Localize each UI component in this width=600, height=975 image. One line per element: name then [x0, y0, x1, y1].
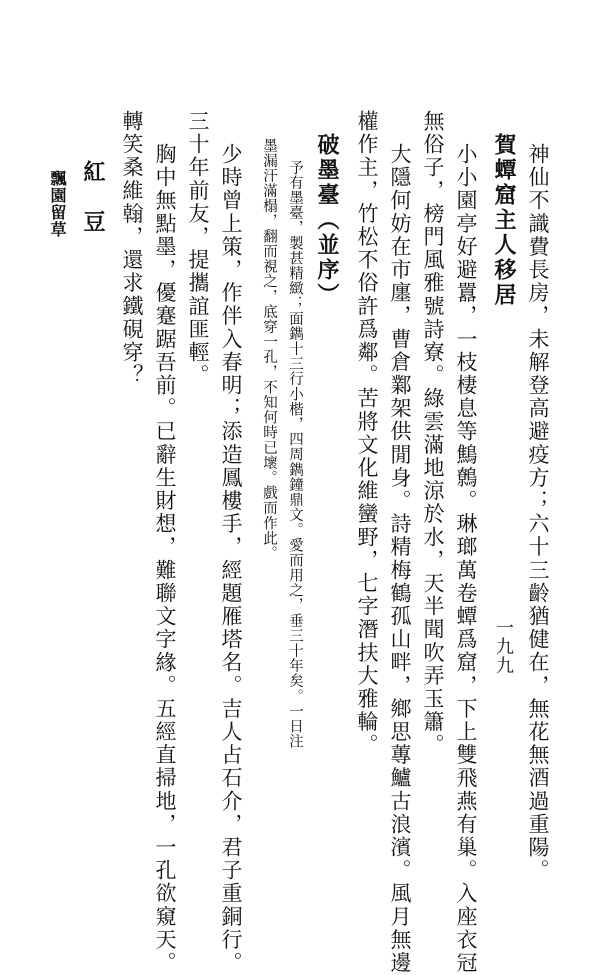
poem-line: 權作主，竹松不俗許爲鄰。苦將文化維蠻野，七字潛扶大雅輪。	[355, 110, 379, 757]
poem-line: 轉笑桑維翰，還求鐵硯穿？	[120, 110, 144, 388]
poem-line: 三十年前友，提攜誼匪輕。	[186, 110, 210, 388]
poem-title: 紅 豆	[80, 160, 106, 235]
poem-line: 神仙不識費長房，未解登高避疫方；六十三齡猶健在，無花無酒過重陽。	[526, 143, 550, 883]
preface-line: 予有墨臺，製甚精緻；面鐫十三行小楷，四周鐫鐘鼎文。愛而用之，垂三十年矣。一日注	[287, 160, 303, 749]
preface-line: 墨漏汗滿榻，翻而視之，底穿一孔，不知何時已壞。戲而作此。	[261, 138, 277, 561]
running-header: 飄園留草	[48, 170, 67, 238]
poem-title: 賀蟫窟主人移居	[491, 133, 517, 308]
poem-line: 小小園亭好避囂，一枝棲息等鷦鷯。琳瑯萬卷蟫爲窟，下上雙飛燕有巢。入座衣冠	[454, 143, 478, 975]
poem-line: 大隱何妨在市廛，曹倉鄴架供閒身。詩精梅鶴孤山畔，鄉思蓴鱸古浪濱。風月無邊	[388, 143, 412, 975]
poem-title: 破墨臺（並序）	[314, 133, 340, 308]
poem-line: 胸中無點墨，優蹇踞吾前。已辭生財想，難聯文字緣。五經直掃地，一孔欲窺天。	[153, 143, 177, 975]
page-number: 一九九	[493, 618, 514, 675]
poem-line: 無俗子，榜門風雅號詩寮。綠雲滿地涼於水，天半聞吹弄玉簫。	[421, 110, 445, 757]
poem-line: 少時曾上策，作伴入春明；添造鳳樓手，經題雁塔名。吉人占石介，君子重銅行。	[219, 143, 243, 975]
